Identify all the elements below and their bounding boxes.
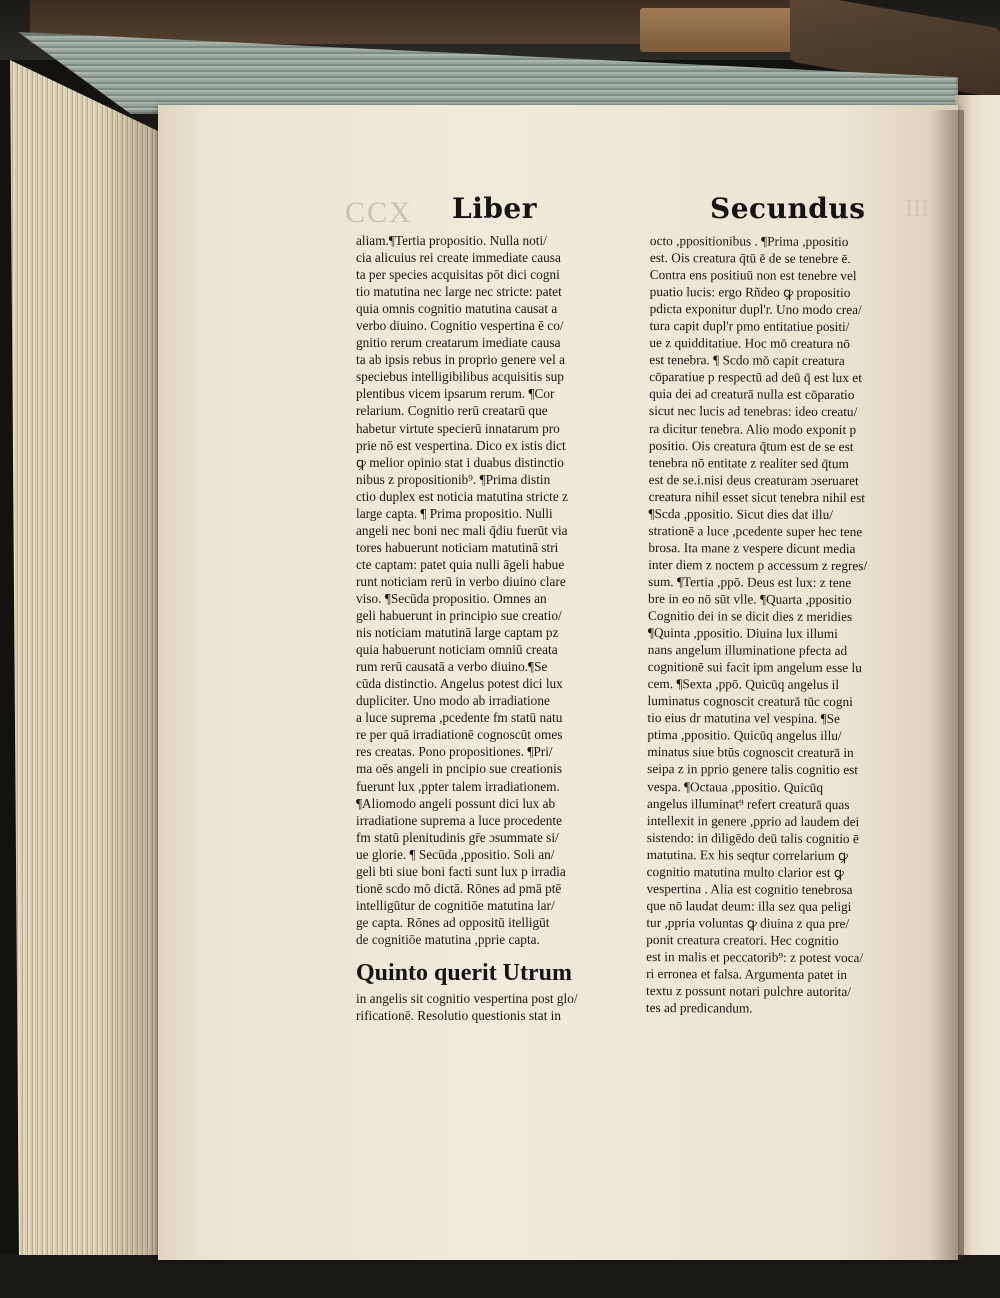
text-line: cia alicuius rei create immediate causa <box>356 250 561 266</box>
text-line: ue z quidditatiue. Hoc mō creatura nō <box>649 335 850 352</box>
text-line: cūda distinctio. Angelus potest dici lux <box>356 676 563 692</box>
text-line: Contra ens positiuū non est tenebre vel <box>649 267 857 284</box>
text-line: angeli nec boni nec mali q̄diu fuerūt via <box>356 522 568 538</box>
show-through-right: III <box>905 196 929 222</box>
question-heading: Quinto querit Utrum <box>356 960 572 986</box>
text-line: est de se.i.nisi deus creaturam ɔseruaret <box>648 471 859 488</box>
text-line: aliam.¶Tertia propositio. Nulla noti/ <box>356 233 547 248</box>
text-line: re per quā irradiationē cognoscūt omes <box>356 727 563 743</box>
text-line: creatura nihil esset sicut tenebra nihil est <box>648 488 866 505</box>
spine-shadow <box>930 110 964 1260</box>
text-line: ge capta. Rōnes ad oppositū itelligūt <box>356 914 550 930</box>
text-line: verbo diuino. Cognitio vespertina ē co/ <box>356 318 564 334</box>
text-line: que nō laudat deum: illa sez qua peligi <box>646 897 852 914</box>
text-line: positio. Ois creatura q̄tum est de se est <box>648 437 854 454</box>
text-line: res creatas. Pono propositiones. ¶Pri/ <box>356 744 553 760</box>
text-line: inter diem z noctem p accessum z regres/ <box>648 556 868 574</box>
text-line: intelligūtur de cognitiōe matutina lar/ <box>356 897 555 913</box>
text-line: ponit creatura creatori. Hec cognitio <box>646 931 839 948</box>
page-edges-shadow <box>100 110 160 1260</box>
text-column-left <box>356 232 631 948</box>
text-line: bre in eo nō sūt vlle. ¶Quarta ,ppositio <box>648 590 852 608</box>
text-line: large capta. ¶ Prima propositio. Nulli <box>356 505 553 521</box>
text-line: angelus illuminat⁹ refert creaturā quas <box>646 795 850 812</box>
text-line: ta ab ipsis rebus in proprio genere vel a <box>356 352 565 368</box>
text-line: tenebra nō entitate z realiter sed q̄tum <box>648 454 849 471</box>
text-line: brosa. Ita mane z vespere dicunt media <box>648 539 856 556</box>
text-line: cem. ¶Sexta ,ppō. Quicūq angelus il <box>647 676 840 693</box>
text-line: speciebus intelligibilibus acquisitis sup <box>356 369 564 385</box>
text-line: cognitionē sui facit ipm angelum esse lu <box>647 659 862 676</box>
text-line: sicut nec lucis ad tenebras: ideo creatu/ <box>649 403 858 420</box>
text-line: ¶Scda ,ppositio. Sicut dies dat illu/ <box>648 505 833 522</box>
text-line: dupliciter. Uno modo ab irradiatione <box>356 693 550 709</box>
text-line: runt noticiam rerū in verbo diuino clare <box>356 573 566 589</box>
text-line: plentibus vicem ipsarum rerum. ¶Cor <box>356 386 555 402</box>
running-head-left: Liber <box>452 192 537 225</box>
text-line: nis noticiam matutinā large captam pz <box>356 625 559 641</box>
show-through-folio: CCX <box>345 196 413 229</box>
text-line: rificationē. Resolutio questionis stat in <box>356 1008 561 1023</box>
text-column-right <box>646 232 935 1018</box>
text-line: tes ad predicandum. <box>645 1000 753 1016</box>
text-line: ue glorie. ¶ Secūda ,ppositio. Soli an/ <box>356 846 555 862</box>
text-line: ꝙ melior opinio stat i duabus distinctio <box>356 454 564 470</box>
text-line: prie nō est vespertina. Dico ex istis dict <box>356 437 566 453</box>
text-line: relarium. Cognitio rerū creatarū que <box>356 403 548 419</box>
text-line: tura capit dupl'r pmo entitatiue positi/ <box>649 318 850 335</box>
text-line: est. Ois creatura q̄tū ē de se tenebre ē. <box>649 250 851 267</box>
text-line: ptima ,ppositio. Quicūq angelus illu/ <box>647 727 842 744</box>
text-line: minatus siue btūs cognoscit creaturā in <box>647 744 854 761</box>
text-line: Cognitio dei in se dicit dies z meridies <box>647 608 853 625</box>
text-line: est in malis et peccatorib⁹: z potest voca/ <box>646 948 864 966</box>
text-line: habetur virtute specierū innatarum pro <box>356 420 560 436</box>
text-line: vespertina . Alia est cognitio tenebrosa <box>646 880 853 897</box>
text-line: sum. ¶Tertia ,ppō. Deus est lux: z tene <box>648 573 852 590</box>
background-bottom <box>0 1255 1000 1298</box>
text-line: fuerunt lux ,ppter talem irradiationem. <box>356 778 560 794</box>
question-text <box>356 990 578 1024</box>
text-line: de cognitiōe matutina ,pprie capta. <box>356 931 540 947</box>
text-line: luminatus cognoscit creaturā tūc cogni <box>647 693 853 710</box>
text-line: nibus z propositionib⁹. ¶Prima distin <box>356 471 551 487</box>
text-line: tur ,ppria voluntas ꝙ diuina z qua pre/ <box>646 914 850 931</box>
text-line: octo ,ppositionibus . ¶Prima ,ppositio <box>649 232 849 250</box>
text-line: a luce suprema ,pcedente fm statū natu <box>356 710 563 726</box>
text-line: fm statū plenitudinis gr̄e ɔsummate si/ <box>356 829 559 845</box>
text-line: est tenebra. ¶ Scdo mō capit creatura <box>649 352 845 369</box>
text-line: pdicta exponitur dupl'r. Uno modo crea/ <box>649 301 862 318</box>
text-line: irradiatione suprema a luce procedente <box>356 812 562 828</box>
text-line: geli bti siue boni facti sunt lux p irradia <box>356 863 566 879</box>
text-line: seipa z in pprio genere talis cognitio est <box>647 761 859 778</box>
text-line: in angelis sit cognitio vespertina post glo/ <box>356 991 578 1006</box>
text-line: sistendo: in diligēdo deū talis cognitio ē <box>646 829 859 846</box>
text-line: cōparatiue p respectū ad deū q̄ est lux et <box>649 369 862 386</box>
text-line: ctio duplex est noticia matutina stricte z <box>356 488 568 504</box>
text-line: gnitio rerum creatarum imediate causa <box>356 335 561 351</box>
text-line: tio eius dr matutina vel vespina. ¶Se <box>647 710 841 727</box>
text-line: ta per species acquisitas pōt dici cogni <box>356 267 560 283</box>
text-line: ri erronea et falsa. Argumenta patet in <box>646 966 848 983</box>
text-line: quia omnis cognitio matutina causat a <box>356 301 558 317</box>
text-line: intellexit in genere ,pprio ad laudem dei <box>646 812 860 829</box>
text-line: tionē scdo mō dictā. Rōnes ad pmā ptē <box>356 880 562 896</box>
text-line: quia dei ad creaturā nulla est cōparatio <box>649 386 855 403</box>
text-line: ¶Quinta ,ppositio. Diuina lux illumi <box>647 625 838 642</box>
text-line: puatio lucis: ergo Rñdeo ꝙ propositio <box>649 284 851 301</box>
text-line: viso. ¶Secūda propositio. Omnes an <box>356 590 547 606</box>
text-line: tores habuerunt noticiam matutinā stri <box>356 539 559 555</box>
text-line: quia habuerunt noticiam omniū creata <box>356 642 558 658</box>
text-line: ra dicitur tenebra. Alio modo exponit p <box>648 420 857 437</box>
text-line: rum rerū causatā a verbo diuino.¶Se <box>356 659 548 675</box>
text-line: matutina. Ex his seqtur correlarium ꝙ <box>646 846 849 863</box>
text-line: cognitio matutina multo clarior est ꝙ <box>646 863 844 880</box>
text-line: nans angelum illuminatione pfecta ad <box>647 642 848 659</box>
running-head-right: Secundus <box>710 192 866 225</box>
text-line: ¶Aliomodo angeli possunt dici lux ab <box>356 795 556 811</box>
text-line: vespa. ¶Octaua ,ppositio. Quicūq <box>647 778 824 795</box>
text-line: cte captam: patet quia nulli āgeli habue <box>356 556 565 572</box>
text-line: ma oēs angeli in pncipio sue creationis <box>356 761 563 777</box>
text-line: textu z possunt notari pulchre autorita/ <box>645 983 852 1000</box>
text-line: tio matutina nec large nec stricte: patet <box>356 284 562 300</box>
text-line: strationē a luce ,pcedente super hec tene <box>648 522 863 539</box>
text-line: geli habuerunt in principio sue creatio/ <box>356 608 562 624</box>
